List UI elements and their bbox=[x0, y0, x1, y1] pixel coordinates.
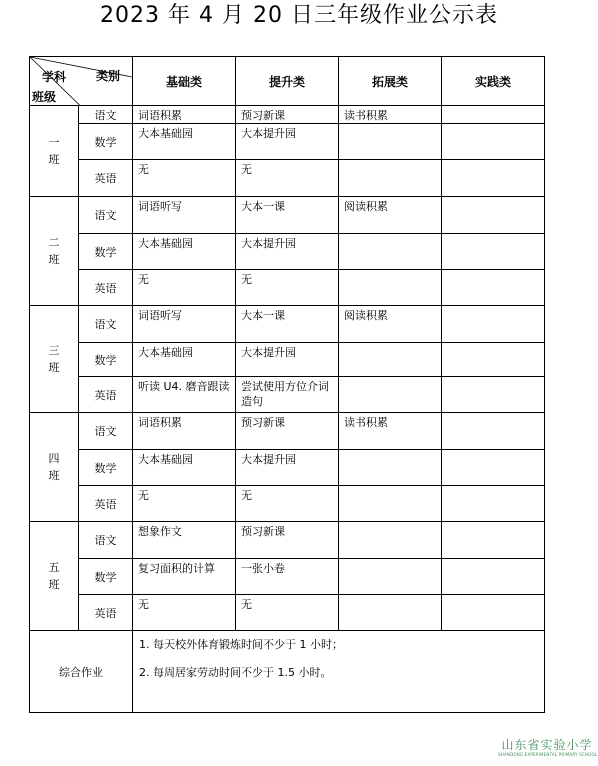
subject-cell: 英语 bbox=[79, 595, 133, 631]
corner-class-label: 班级 bbox=[32, 90, 57, 104]
homework-cell-extend bbox=[339, 450, 442, 486]
table-row bbox=[30, 197, 545, 234]
subject-cell: 语文 bbox=[79, 413, 133, 450]
homework-cell-basic: 词语听写 bbox=[133, 306, 236, 343]
subject-cell: 数学 bbox=[79, 124, 133, 160]
homework-cell-extend bbox=[339, 343, 442, 377]
homework-cell-extend bbox=[339, 522, 442, 559]
table-row bbox=[30, 413, 545, 450]
school-logo bbox=[498, 738, 596, 764]
table-row bbox=[30, 377, 545, 413]
class-name-line: 班 bbox=[48, 361, 60, 374]
homework-cell-advance: 大本一课 bbox=[236, 197, 339, 234]
class-name-line: 班 bbox=[48, 153, 60, 166]
homework-cell-advance: 尝试使用方位介词造句 bbox=[236, 377, 339, 413]
class-name-line: 四 bbox=[48, 452, 60, 465]
homework-cell-advance: 大本提升园 bbox=[236, 124, 339, 160]
homework-cell-practice bbox=[442, 306, 545, 343]
homework-cell-extend bbox=[339, 595, 442, 631]
homework-cell-practice bbox=[442, 413, 545, 450]
homework-cell-extend bbox=[339, 377, 442, 413]
homework-cell-practice bbox=[442, 234, 545, 270]
subject-cell: 英语 bbox=[79, 160, 133, 197]
class-name-line: 班 bbox=[48, 469, 60, 482]
table-row bbox=[30, 450, 545, 486]
corner-category-label: 类别 bbox=[96, 69, 121, 83]
homework-cell-advance: 无 bbox=[236, 486, 339, 522]
homework-cell-extend: 读书积累 bbox=[339, 413, 442, 450]
class-name-line: 三 bbox=[48, 344, 60, 357]
class-name-line: 二 bbox=[48, 236, 60, 249]
column-header-basic: 基础类 bbox=[133, 57, 236, 106]
homework-cell-basic: 词语积累 bbox=[133, 106, 236, 124]
homework-cell-advance: 一张小卷 bbox=[236, 559, 339, 595]
homework-cell-practice bbox=[442, 270, 545, 306]
subject-cell: 数学 bbox=[79, 234, 133, 270]
subject-cell: 数学 bbox=[79, 343, 133, 377]
column-header-extend: 拓展类 bbox=[339, 57, 442, 106]
homework-cell-practice bbox=[442, 450, 545, 486]
homework-cell-extend bbox=[339, 234, 442, 270]
subject-cell: 数学 bbox=[79, 450, 133, 486]
homework-cell-advance: 大本提升园 bbox=[236, 450, 339, 486]
homework-cell-basic: 大本基础园 bbox=[133, 234, 236, 270]
table-row bbox=[30, 160, 545, 197]
comprehensive-label: 综合作业 bbox=[30, 631, 133, 713]
homework-table bbox=[29, 56, 545, 713]
table-row bbox=[30, 595, 545, 631]
homework-cell-advance: 无 bbox=[236, 160, 339, 197]
homework-cell-extend bbox=[339, 160, 442, 197]
homework-cell-practice bbox=[442, 559, 545, 595]
homework-cell-practice bbox=[442, 343, 545, 377]
homework-cell-basic: 无 bbox=[133, 595, 236, 631]
comprehensive-row bbox=[30, 631, 545, 713]
homework-cell-practice bbox=[442, 106, 545, 124]
homework-cell-advance: 无 bbox=[236, 270, 339, 306]
homework-cell-basic: 词语听写 bbox=[133, 197, 236, 234]
homework-cell-advance: 预习新课 bbox=[236, 106, 339, 124]
homework-cell-extend bbox=[339, 559, 442, 595]
comprehensive-items bbox=[133, 631, 545, 713]
corner-cell bbox=[30, 57, 133, 106]
class-name-cell bbox=[30, 106, 79, 197]
homework-cell-practice bbox=[442, 486, 545, 522]
subject-cell: 英语 bbox=[79, 486, 133, 522]
school-logo-name: 山东省实验小学 bbox=[501, 738, 593, 752]
class-name-line: 班 bbox=[48, 578, 60, 591]
table-header-row bbox=[30, 57, 545, 106]
comprehensive-item: 1. 每天校外体育锻炼时间不少于 1 小时； bbox=[139, 638, 343, 651]
homework-cell-basic: 听读 U4. 磨音跟读 bbox=[133, 377, 236, 413]
table-row bbox=[30, 343, 545, 377]
homework-cell-advance: 大本提升园 bbox=[236, 343, 339, 377]
homework-cell-advance: 预习新课 bbox=[236, 413, 339, 450]
subject-cell: 英语 bbox=[79, 270, 133, 306]
class-name-cell bbox=[30, 522, 79, 631]
table-row bbox=[30, 270, 545, 306]
homework-cell-practice bbox=[442, 124, 545, 160]
homework-cell-extend bbox=[339, 124, 442, 160]
homework-cell-advance: 预习新课 bbox=[236, 522, 339, 559]
class-name-line: 班 bbox=[48, 253, 60, 266]
class-rows bbox=[30, 106, 545, 631]
homework-cell-advance: 无 bbox=[236, 595, 339, 631]
homework-cell-extend bbox=[339, 486, 442, 522]
homework-cell-basic: 复习面积的计算 bbox=[133, 559, 236, 595]
homework-cell-basic: 无 bbox=[133, 486, 236, 522]
class-name-line: 一 bbox=[48, 136, 60, 149]
column-header-practice: 实践类 bbox=[442, 57, 545, 106]
class-name-cell bbox=[30, 413, 79, 522]
homework-cell-basic: 想象作文 bbox=[133, 522, 236, 559]
table-row bbox=[30, 234, 545, 270]
homework-cell-extend: 读书积累 bbox=[339, 106, 442, 124]
table-row bbox=[30, 522, 545, 559]
school-logo-english: SHANDONG EXPERIMENTAL PRIMARY SCHOOL bbox=[498, 752, 598, 757]
homework-cell-basic: 无 bbox=[133, 270, 236, 306]
homework-cell-practice bbox=[442, 197, 545, 234]
subject-cell: 英语 bbox=[79, 377, 133, 413]
class-name-cell bbox=[30, 197, 79, 306]
homework-cell-basic: 大本基础园 bbox=[133, 343, 236, 377]
class-name-cell bbox=[30, 306, 79, 413]
homework-cell-basic: 无 bbox=[133, 160, 236, 197]
table-row bbox=[30, 124, 545, 160]
homework-cell-practice bbox=[442, 377, 545, 413]
homework-cell-advance: 大本提升园 bbox=[236, 234, 339, 270]
subject-cell: 语文 bbox=[79, 306, 133, 343]
corner-subject-label: 学科 bbox=[42, 70, 67, 84]
page-title: 2023 年 4 月 20 日三年级作业公示表 bbox=[100, 3, 498, 28]
table-row bbox=[30, 106, 545, 124]
homework-cell-practice bbox=[442, 160, 545, 197]
class-name-line: 五 bbox=[48, 561, 60, 574]
homework-cell-basic: 大本基础园 bbox=[133, 450, 236, 486]
subject-cell: 数学 bbox=[79, 559, 133, 595]
table-row bbox=[30, 559, 545, 595]
homework-cell-practice bbox=[442, 595, 545, 631]
subject-cell: 语文 bbox=[79, 106, 133, 124]
homework-cell-practice bbox=[442, 522, 545, 559]
column-header-advance: 提升类 bbox=[236, 57, 339, 106]
subject-cell: 语文 bbox=[79, 197, 133, 234]
homework-cell-extend: 阅读积累 bbox=[339, 306, 442, 343]
table-row bbox=[30, 486, 545, 522]
subject-cell: 语文 bbox=[79, 522, 133, 559]
homework-cell-extend bbox=[339, 270, 442, 306]
comprehensive-item: 2. 每周居家劳动时间不少于 1.5 小时。 bbox=[139, 666, 332, 679]
homework-cell-basic: 词语积累 bbox=[133, 413, 236, 450]
table-row bbox=[30, 306, 545, 343]
homework-cell-advance: 大本一课 bbox=[236, 306, 339, 343]
homework-cell-basic: 大本基础园 bbox=[133, 124, 236, 160]
homework-cell-extend: 阅读积累 bbox=[339, 197, 442, 234]
